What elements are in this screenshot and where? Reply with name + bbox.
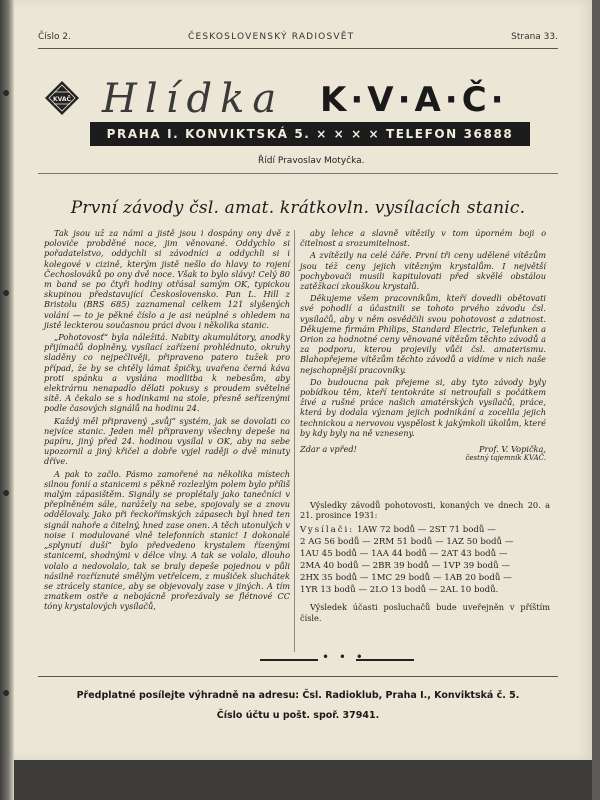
result-text: 1AW 72 bodů — 2ST 71 bodů —: [356, 525, 496, 536]
editor-line: Řídí Pravoslav Motyčka.: [258, 156, 365, 166]
subscription-line: Předplatné posílejte výhradně na adresu: Čsl. Radioklub, Praha I., Konviktská č. 5.: [76, 690, 520, 701]
greeting: Zdar a vpřed!: [300, 444, 357, 455]
account-line: Číslo účtu u pošt. spoř. 37941.: [216, 710, 380, 721]
signature-block: [300, 444, 546, 454]
book-binding: [0, 0, 14, 800]
result-line: [300, 524, 550, 536]
hlidka-heading: Hlídka: [102, 76, 285, 122]
paragraph: A zvítězily na celé čáře. První tři ceny udělené vítězům jsou též ceny jejich vítězným krystalům. I největší pochybovači musili kapitulovati před skvělé obstálou zatěžkací zkouškou krystalů.: [300, 250, 546, 292]
results-outro: Výsledek účasti posluchačů bude uveřejněn v příštím čísle.: [300, 602, 550, 623]
header-rule: [38, 48, 558, 49]
signature: Prof. V. Vopička,: [479, 444, 546, 455]
ornament-line: [260, 659, 318, 661]
magazine-title: ČESKOSLOVENSKÝ RADIOSVĚT: [188, 32, 355, 42]
paragraph: Děkujeme všem pracovníkům, kteří dovedli obětovati své pohodlí a účastnili se tohoto prvého závodu čsl. vysílačů, aby v něm osvědčili svou pohotovost a zdatnost. Děkujeme firmám Philips, Standard Electric, Telefunken a Orion za hodnotné ceny věnované vítězům těchto závodů a za podporu, kterou projevily vůči čsl. amaterismu. Blahopřejeme vítězům těchto závodů a vidíme v nich naše nejschopnější pracovníky.: [300, 293, 546, 375]
footer-ornament: [38, 650, 558, 665]
page-shadow: [14, 760, 592, 800]
results-intro: Výsledky závodů pohotovosti, konaných ve dnech 20. a 21. prosince 1931:: [300, 500, 550, 521]
address-bar: PRAHA I. KONVIKTSKÁ 5. × × × × TELEFON 36888: [90, 122, 530, 146]
running-header: [38, 30, 558, 46]
paragraph: aby lehce a slavně vítězily v tom úporném boji o čitelnost a srozumitelnost.: [300, 228, 546, 249]
result-line: 1AU 45 bodů — 1AA 44 bodů — 2AT 43 bodů —: [300, 549, 508, 560]
article-left-column: [44, 228, 290, 614]
binding-hole: [3, 290, 9, 296]
binding-hole: [3, 490, 9, 496]
column-divider: [294, 230, 295, 652]
masthead-rule: [38, 173, 558, 174]
page-number: Strana 33.: [511, 32, 558, 42]
paragraph: Každý měl připravený „svůj“ systém, jak se dovolati co nejvíce stanic. Jeden měl připraveny všechny depeše na papíru, jiný před 24. hodinou vysílal v OK, aby na sebe upozornil a jiný křičel a dobře vyjel raději o dvě minuty dříve.: [44, 415, 290, 467]
signature-role: čestný tajemník KVAČ.: [465, 454, 546, 463]
binding-hole: [3, 90, 9, 96]
results-label: Vysílači:: [300, 525, 355, 536]
paragraph: „Pohotovosť“ byla náležitá. Nabity akumulátory, anodky přijímačů doplněny, vysílací zařízení prohlédnuto, okruhy sladěny co nejpečlivěji, připraveno patero tužek pro případ, že by se chtěly lámat špičky, uvařena černá káva proti spánku a vyslána modlitba k nebesům, aby elektrárnu nenapadlo dělati pokusy s proudem světelné sítě. A čekalo se s hodinkami na stole, přesně seřízenými podle časových signálů na hodinu 24.: [44, 332, 290, 414]
binding-hole: [3, 690, 9, 696]
kvac-title: K·V·A·Č·: [320, 80, 508, 120]
article-title: První závody čsl. amat. krátkovln. vysílacích stanic.: [70, 198, 526, 218]
ornament-line: [356, 659, 414, 661]
result-line: 2 AG 56 bodů — 2RM 51 bodů — 1AZ 50 bodů —: [300, 537, 514, 548]
ornament-dots: • • •: [322, 650, 366, 664]
footer-rule: [38, 676, 558, 677]
results-block: [300, 500, 550, 627]
paragraph: Do budoucna pak přejeme si, aby tyto závody byly pobídkou těm, kteří tentokráte si netroufali s počátkem živé a rušné práce našich amatérských vysílačů, práce, která by dodala význam jejich podnikání a zocelila jejich technickou a nervovou vyspělost k jakýmkoli úkolům, které by kdy byly na ně vzneseny.: [300, 376, 546, 438]
kvac-logo-icon: [44, 80, 80, 116]
paragraph: Tak jsou už za námi a jistě jsou i dospány ony dvě z poloviče probděné noce, jim věnované. Oddychlo si pořadatelstvo, oddychli si závodníci a oddychli si i kolegové v cizině, kterým jistě nešlo do hlavy to rojení Čechoslováků po ony dvě noce. Však to bylo slávy! Celý 80 m band se po čtyři hodiny otřásal samým OK, typickou skupinou představující Československo. Pan L. Hill z Bristolu (BRS 685) zaznamenal celkem 121 slyšených volání — to je pěkné číslo a je asi neúplné s ohledem na jistě leckterou současnou práci dvou i několika stanic.: [44, 228, 290, 330]
article-right-column: [300, 228, 546, 463]
issue-number: Číslo 2.: [38, 32, 71, 42]
result-line: 1YR 13 bodů — 2LO 13 bodů — 2AL 10 bodů.: [300, 585, 499, 596]
result-line: 2HX 35 bodů — 1MC 29 bodů — 1AB 20 bodů —: [300, 573, 512, 584]
logo-text: KVAČ: [53, 96, 71, 103]
paragraph: A pak to začlo. Pásmo zamořené na několika místech silnou fonií a stanicemi s pěkně rozlezlým polem bylo příliš malým zápasištěm. Signály se proplétaly jako tanečníci v přeplněném sále, narážely na sebe, spojovaly se a znovu oddělovaly. Jako při řeckořímských zápasech byl hned ten signál nahoře a čitelný, hned zase onen. A těch utonulých v noise i modulované vlně telefonních stanic! I dokonalé „splynutí duší“ bylo předvedeno krystalem řízenými stanicemi, shodnými v délce vlny. A tak se volalo, dlouho volalo a nedovolalo, tak se braly depeše pojednou v půli násilně rozříznuté smělým vetřelcem, z mušiček sluchátek se ztrácely stanice, aby se objevovaly zase v jiných. A tím zmatkem ostře a nebojácně prořezávaly se flétnové CC tóny krystalových vysílačů,: [44, 468, 290, 612]
result-line: 2MA 40 bodů — 2BR 39 bodů — 1VP 39 bodů —: [300, 561, 510, 572]
